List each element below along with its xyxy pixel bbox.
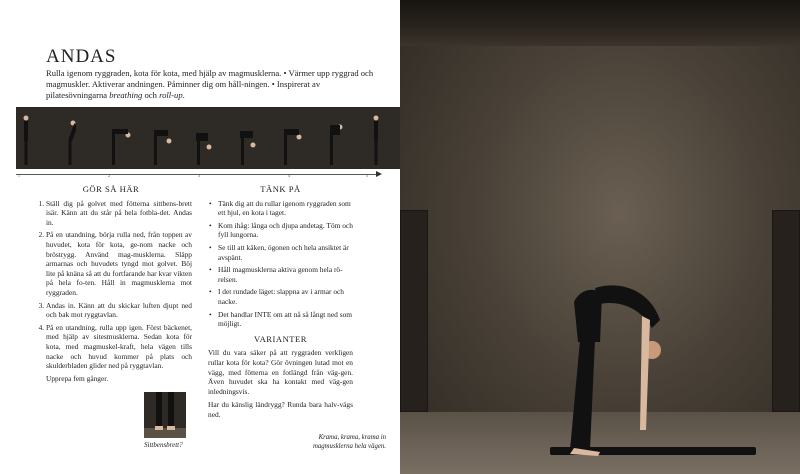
step-item: 2. På en utandning, börja rulla ned, från toppen av huvudet, kota för kota, ge-nom nacke och bröstrygg. Använd mag-musklerna. Släpp armarnas och huvudets tyngd mot golvet. Böj lite på knäna så att du fortfarande har kvar vikten på hela fo-ten. Håll in magmusklerna mot ryggraden. [46, 230, 192, 297]
feet-illustration [144, 392, 186, 438]
timeline-tick: 5 [366, 173, 368, 178]
pose-figure [108, 113, 132, 167]
variants-paragraph: Har du känslig ländrygg? Runda bara halv-vägs ned. [208, 400, 353, 419]
intro-part1: Rulla igenom ryggraden, kota för kota, med hjälp av magmusklerna. • Värmer upp ryggrad och magmuskler. Aktiverar andningen. Påminner dig om håll-ningen. • Inspirerat av pilatesövningarna [46, 68, 374, 100]
tips-column [208, 185, 353, 423]
tip-item: • Håll magmusklerna aktiva genom hela rö-relsen. [218, 265, 353, 284]
variants-paragraph: Vill du vara säker på att ryggraden verkligen rullar kota för kota? Gör övningen lutad mot en vägg, med fötterna en fotlängd från väg-gen. Även huvudet ska ha kontakt med väg-gen inledningsvis. [208, 348, 353, 396]
left-door [400, 210, 428, 412]
timeline-tick: 2 [108, 173, 110, 178]
repeat-text: Upprepa fem gånger. [46, 373, 109, 383]
intro-em2: roll-up [159, 90, 183, 100]
pose-figure [192, 113, 216, 167]
tip-item: • Se till att käken, ögonen och hela ansiktet är avspänt. [218, 243, 353, 262]
intro-em1: breathing [109, 90, 143, 100]
pose-figure [326, 113, 346, 167]
tip-item: • Kom ihåg: långa och djupa andetag. Töm och fyll lungorna. [218, 221, 353, 240]
ceiling-cornice [400, 0, 800, 46]
intro-end: . [182, 90, 185, 100]
tip-item: • I det rundade läget: slappna av i armar och nacke. [218, 287, 353, 306]
step-item: 4. På en utandning, rulla upp igen. Först bäckenet, med hjälp av sitesmusklerna. Sedan kota för kota, med magmuskel-kraft, hela vägen tills nacke och huvud kommer på plats och skulderbladen glider ned på ryggtavlan. [46, 323, 192, 371]
variants-heading: VARIANTER [253, 333, 308, 344]
pose-figure [150, 113, 174, 167]
right-page-photo [400, 0, 800, 474]
quote-caption-line: magmusklerna hela vägen. [312, 442, 386, 450]
pose-figure [280, 113, 304, 167]
instructions-column [30, 185, 192, 383]
page-title: ANDAS [46, 46, 117, 67]
timeline-tick: 1 [18, 173, 20, 178]
feet-photo [144, 392, 186, 438]
how-to-heading: GÖR SÅ HÄR [82, 184, 140, 194]
tip-item: • Tänk dig att du rullar igenom ryggraden som ett hjul, en kota i taget. [218, 199, 353, 218]
quote-caption-line: Krama, krama, krama in [318, 434, 386, 441]
steps-list [30, 199, 192, 371]
pose-figure [20, 113, 32, 167]
timeline-tick: 3 [198, 173, 200, 178]
step-item: 1. Ställ dig på golvet med fötterna sittbens-brett isär. Känn att du står på hela fotbla-det. Andas in. [46, 199, 192, 228]
sequence-timeline [16, 171, 382, 179]
pose-figure [64, 113, 76, 167]
arrow-right-icon [376, 171, 382, 177]
right-door [772, 210, 800, 412]
tip-item: • Det handlar INTE om att nå så långt ned som möjligt. [218, 310, 353, 329]
pose-figure [370, 113, 382, 167]
model-forward-bend [540, 280, 680, 460]
think-heading: TÄNK PÅ [260, 184, 301, 194]
tips-list [208, 199, 353, 329]
thumb-caption: Sittbensbrett? [144, 441, 183, 449]
timeline-line [16, 174, 376, 175]
intro-mid: och [142, 90, 160, 100]
intro-text [46, 68, 376, 101]
pose-figure [236, 113, 260, 167]
pose-sequence-strip [16, 107, 400, 169]
variants-text [208, 348, 353, 419]
quote-caption [290, 434, 386, 451]
step-item: 3. Andas in. Känn att du skickar luften djupt ned och bak mot ryggtavlan. [46, 301, 192, 320]
timeline-tick: 4 [288, 173, 290, 178]
